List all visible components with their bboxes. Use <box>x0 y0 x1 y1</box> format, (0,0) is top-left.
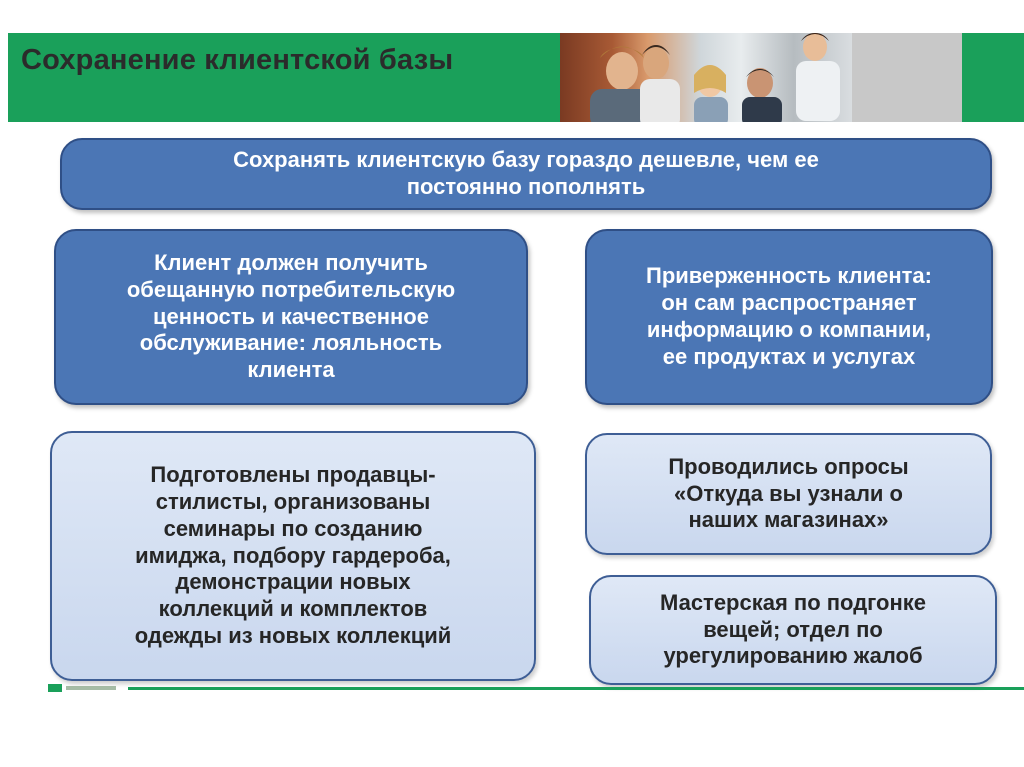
surveys-box <box>585 433 992 555</box>
customer-value-box <box>54 229 528 405</box>
key-statement-text: Сохранять клиентскую базу гораздо дешевле, чем ее постоянно пополнять <box>233 147 819 199</box>
header-green-block <box>962 33 1024 122</box>
customer-value-text: Клиент должен получить обещанную потребительскую ценность и качественное обслуживание: лояльность клиента <box>126 249 456 383</box>
header-gray-block <box>852 33 962 122</box>
stylists-seminars-text: Подготовлены продавцы- стилисты, организованы семинары по созданию имиджа, подбору гардероба, демонстрации новых коллекций и комплектов одежды из новых коллекций <box>134 462 452 649</box>
footer-logo-icon <box>48 680 118 694</box>
workshop-text: Мастерская по подгонке вещей; отдел по урегулированию жалоб <box>659 589 927 669</box>
footer-divider <box>128 687 1024 690</box>
workshop-box <box>589 575 997 685</box>
team-photo <box>560 33 852 122</box>
surveys-text: Проводились опросы «Откуда вы узнали о наших магазинах» <box>668 453 909 533</box>
team-photo-illustration <box>560 33 852 122</box>
key-statement-banner <box>60 138 992 210</box>
customer-commitment-box <box>585 229 993 405</box>
customer-commitment-text: Приверженность клиента: он сам распространяет информацию о компании, ее продуктах и услугах <box>646 263 932 369</box>
slide-title: Сохранение клиентской базы <box>21 44 454 76</box>
stylists-seminars-box <box>50 431 536 681</box>
